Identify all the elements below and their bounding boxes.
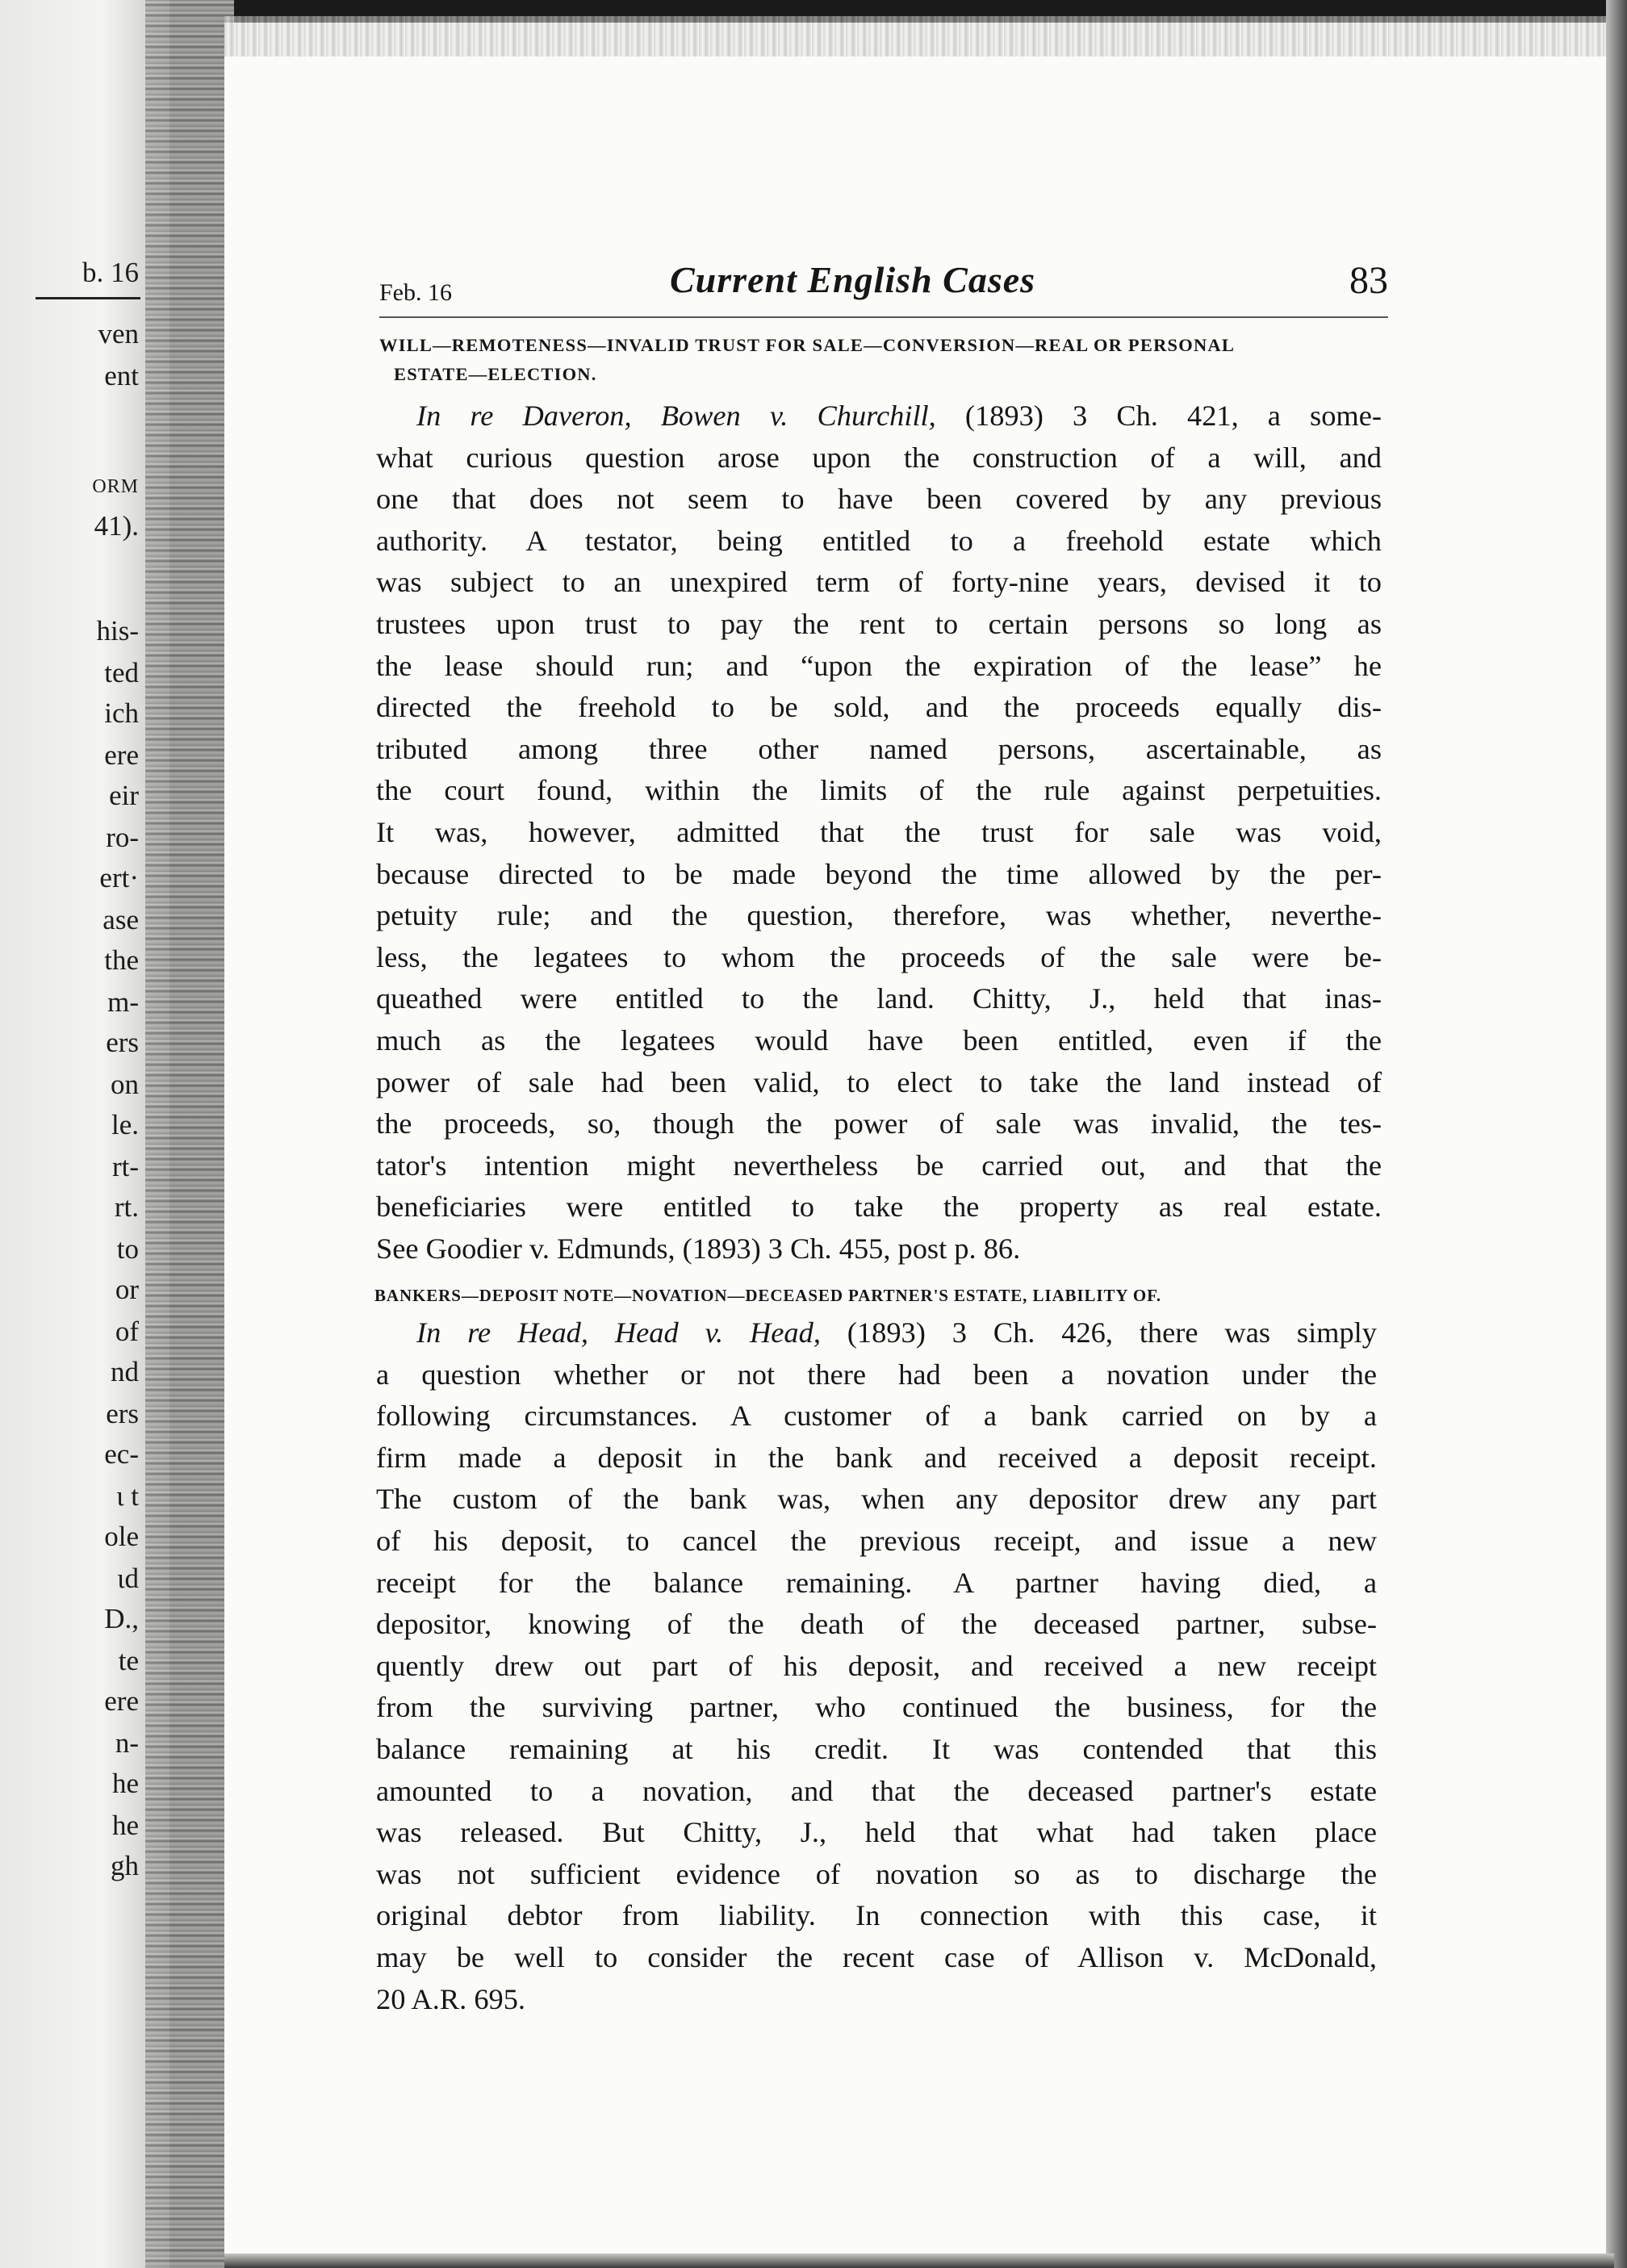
running-head-date: Feb. 16 <box>379 279 452 306</box>
text-line: In re Daveron, Bowen v. Churchill, (1893) 3 Ch. 421, a some- <box>416 400 1382 432</box>
text-line: less, the legatees to whom the proceeds of the sale were be- <box>376 940 1382 973</box>
facing-page-text-fragment: he <box>111 1768 139 1799</box>
text-line: trustees upon trust to pay the rent to certain persons so long as <box>376 608 1382 640</box>
facing-page-text-fragment: to <box>116 1233 139 1265</box>
text-line: from the surviving partner, who continued the business, for the <box>376 1691 1377 1724</box>
facing-page-text-fragment: ent <box>104 360 139 391</box>
section-heading-line: BANKERS—DEPOSIT NOTE—NOVATION—DECEASED PARTNER'S ESTATE, LIABILITY OF. <box>374 1286 1162 1305</box>
text-line: amounted to a novation, and that the deceased partner's estate <box>376 1774 1377 1807</box>
text-line: was released. But Chitty, J., held that what had taken place <box>376 1816 1377 1849</box>
facing-page-fragment <box>0 0 169 2268</box>
facing-page-text-fragment: ro- <box>106 822 139 853</box>
facing-page-text-fragment: ORM <box>92 476 139 497</box>
facing-page-text-fragment: on <box>111 1069 139 1100</box>
facing-page-text-fragment: gh <box>111 1850 139 1881</box>
facing-page-text-fragment: or <box>115 1274 139 1305</box>
facing-page-text-fragment: ere <box>104 1685 139 1717</box>
scan-noise-top <box>224 16 1614 56</box>
text-line: tributed among three other named persons, ascertainable, as <box>376 732 1382 765</box>
facing-page-text-fragment: rt. <box>114 1191 139 1223</box>
facing-page-text-fragment: ers <box>106 1027 139 1058</box>
text-line: In re Head, Head v. Head, (1893) 3 Ch. 426, there was simply <box>416 1316 1377 1349</box>
text-line: queathed were entitled to the land. Chitty, J., held that inas- <box>376 982 1382 1015</box>
facing-page-text-fragment: ere <box>104 739 139 771</box>
facing-page-rule <box>36 297 140 299</box>
text-line: much as the legatees would have been entitled, even if the <box>376 1024 1382 1057</box>
facing-page-text-fragment: ert· <box>99 862 139 893</box>
text-line: one that does not seem to have been covered by any previous <box>376 483 1382 516</box>
running-head-rule <box>379 316 1388 318</box>
running-head-title: Current English Cases <box>670 259 1036 300</box>
facing-page-text-fragment: eir <box>109 780 139 811</box>
text-line: a question whether or not there had been a novation under the <box>376 1358 1377 1391</box>
text-line: may be well to consider the recent case of Allison v. McDonald, <box>376 1941 1377 1973</box>
facing-page-text-fragment: ich <box>104 697 139 729</box>
facing-page-text-fragment: nd <box>111 1356 139 1387</box>
text-line: directed the freehold to be sold, and the proceeds equally dis- <box>376 691 1382 724</box>
text-line: balance remaining at his credit. It was contended that this <box>376 1733 1377 1765</box>
facing-page-text-fragment: te <box>118 1645 139 1676</box>
page-edge-bottom <box>224 2253 1614 2268</box>
section-heading-bankers <box>374 1281 1399 1310</box>
text-line: the lease should run; and “upon the expiration of the lease” he <box>376 649 1382 682</box>
text-line: following circumstances. A customer of a bank carried on by a <box>376 1400 1377 1433</box>
section-heading-will <box>379 331 1395 389</box>
text-line: because directed to be made beyond the time allowed by the per- <box>376 857 1382 890</box>
text-line: petuity rule; and the question, therefore, was whether, neverthe- <box>376 899 1382 932</box>
facing-page-text-fragment: b. 16 <box>82 257 139 288</box>
text-line: original debtor from liability. In connection with this case, it <box>376 1899 1377 1932</box>
text-line: what curious question arose upon the construction of a will, and <box>376 441 1382 474</box>
facing-page-text-fragment: 41). <box>94 510 139 542</box>
facing-page-text-fragment: ole <box>104 1521 139 1552</box>
text-line: power of sale had been valid, to elect to take the land instead of <box>376 1065 1382 1098</box>
text-line: See Goodier v. Edmunds, (1893) 3 Ch. 455, post p. 86. <box>376 1232 1021 1265</box>
text-line: 20 A.R. 695. <box>376 1982 526 2015</box>
section-heading-line: WILL—REMOTENESS—INVALID TRUST FOR SALE—CONVERSION—REAL OR PERSONAL <box>379 335 1236 355</box>
facing-page-text-fragment: le. <box>111 1109 139 1140</box>
running-head <box>379 258 1388 323</box>
facing-page-text-fragment: he <box>111 1810 139 1841</box>
facing-page-text-fragment: the <box>104 944 139 976</box>
text-line: It was, however, admitted that the trust for sale was void, <box>376 816 1382 848</box>
facing-page-text-fragment: ιd <box>117 1563 139 1594</box>
case-name: In re Daveron, Bowen v. Churchill, <box>416 400 936 432</box>
text-line: firm made a deposit in the bank and received a deposit receipt. <box>376 1441 1377 1474</box>
text-line: of his deposit, to cancel the previous receipt, and issue a new <box>376 1525 1377 1557</box>
text-line: beneficiaries were entitled to take the property as real estate. <box>376 1190 1382 1224</box>
text-line: quently drew out part of his deposit, and received a new receipt <box>376 1649 1377 1682</box>
facing-page-text-fragment: n- <box>115 1727 139 1759</box>
facing-page-text-fragment: ers <box>106 1398 139 1429</box>
facing-page-text-fragment: ec- <box>104 1438 139 1470</box>
page-edge-right <box>1606 0 1627 2268</box>
facing-page-text-fragment: ase <box>102 904 139 935</box>
facing-page-text-fragment: ven <box>98 318 139 349</box>
text-line: The custom of the bank was, when any depositor drew any part <box>376 1483 1377 1516</box>
facing-page-text-fragment: ι t <box>116 1480 139 1512</box>
facing-page-text-fragment: ted <box>104 657 139 688</box>
case-name: In re Head, Head v. Head, <box>416 1316 821 1349</box>
text-line: depositor, knowing of the death of the deceased partner, subse- <box>376 1608 1377 1641</box>
book-gutter <box>145 0 234 2268</box>
text-line: the proceeds, so, though the power of sale was invalid, the tes- <box>376 1107 1382 1140</box>
facing-page-text-fragment: rt- <box>111 1151 139 1182</box>
text-line: authority. A testator, being entitled to a freehold estate which <box>376 524 1382 557</box>
facing-page-text-fragment: his- <box>96 615 139 647</box>
facing-page-text-fragment: of <box>115 1316 139 1347</box>
text-line: receipt for the balance remaining. A partner having died, a <box>376 1566 1377 1599</box>
text-line: tator's intention might nevertheless be carried out, and that the <box>376 1149 1382 1182</box>
text-line: was subject to an unexpired term of forty-nine years, devised it to <box>376 566 1382 599</box>
facing-page-text-fragment: D., <box>104 1603 139 1634</box>
page-number: 83 <box>1349 259 1388 302</box>
section-heading-line: ESTATE—ELECTION. <box>394 364 597 384</box>
text-line: the court found, within the limits of the rule against perpetuities. <box>376 774 1382 807</box>
text-line: was not sufficient evidence of novation so as to discharge the <box>376 1857 1377 1890</box>
facing-page-text-fragment: m- <box>107 986 139 1018</box>
